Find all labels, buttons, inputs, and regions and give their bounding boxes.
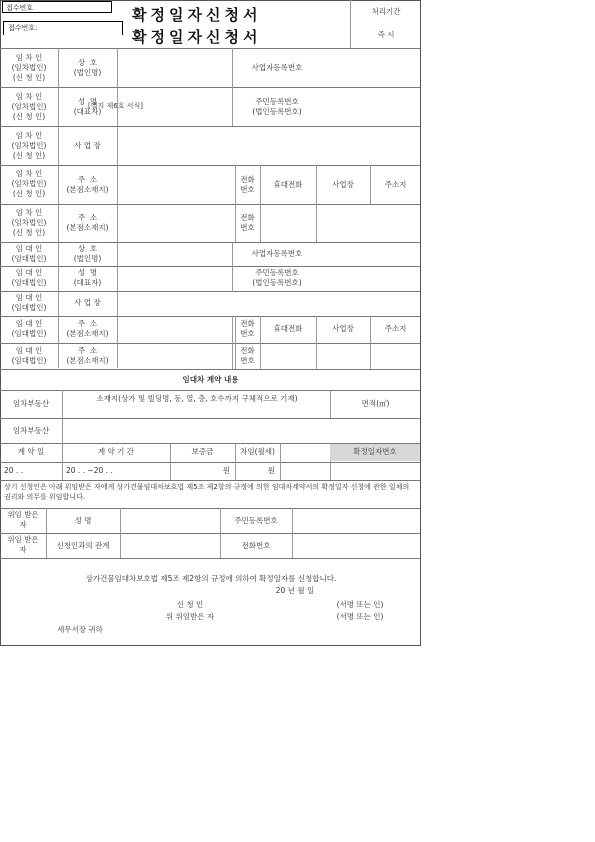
rule — [0, 390, 421, 391]
lessor-mobile-label: 휴대전화 — [273, 324, 303, 333]
lessee-role-label: 임 차 인 (임차법인) (신 청 인) — [11, 208, 47, 237]
lessee-role-label: 임 차 인 (임차법인) (신 청 인) — [11, 131, 47, 160]
lessee-phone-label: 전화 번호 — [240, 175, 255, 194]
lessee-phone-label: 전화 번호 — [240, 213, 255, 232]
rule — [350, 0, 351, 48]
lessor-phone-label: 전화 번호 — [240, 319, 255, 338]
rule — [0, 480, 421, 481]
lessee-biz-reg-label: 사업자등록번호 — [251, 63, 303, 72]
lessor-role-label: 임 대 인 (임대법인) — [11, 346, 47, 365]
rule — [117, 48, 118, 368]
property-label-2: 임차부동산 — [12, 426, 50, 435]
rule — [0, 242, 421, 243]
lessor-role-label: 임 대 인 (임대법인) — [11, 319, 47, 338]
location-label: 소재지(상가 및 빌딩명, 동, 열, 층, 호수까지 구체적으로 기재) — [96, 394, 298, 403]
delegate-resident-no-label: 주민등록번호 — [234, 516, 278, 525]
rule — [0, 369, 421, 370]
lessee-role-label: 임 차 인 (임차법인) (신 청 인) — [11, 92, 47, 121]
rule — [62, 390, 63, 443]
rule — [0, 508, 421, 509]
fixed-date-no-label: 확정일자번호 — [353, 447, 397, 456]
rule — [0, 558, 421, 559]
contract-date-value[interactable]: 20 . . — [4, 466, 24, 475]
applicant-sign: (서명 또는 인) — [336, 600, 384, 609]
property-label: 임차부동산 — [12, 399, 50, 408]
applicant-label: 신 청 인 — [176, 600, 204, 609]
rule — [0, 266, 421, 267]
lessor-role-label: 임 대 인 (임대법인) — [11, 268, 47, 287]
contract-period-value[interactable]: 20 . . ~20 . . — [66, 466, 113, 475]
form-number: [별지 제6호 서식] — [88, 102, 143, 110]
recipient: 세무서장 귀하 — [57, 625, 103, 634]
lessor-phone-label: 전화 번호 — [240, 346, 255, 365]
rule — [120, 508, 121, 558]
rule — [0, 165, 421, 166]
rent-label: 차임(월세) — [240, 447, 275, 456]
application-statement: 상가건물임대차보호법 제5조 제2항의 규정에 의하여 확정일자를 신청합니다. — [85, 574, 337, 583]
delegate-label: 위임 받은 자 — [7, 510, 39, 529]
lessor-role-label: 임 대 인 (임대법인) — [11, 293, 47, 312]
rule — [292, 508, 293, 558]
lessor-trade-name-label: 상 호 (법인명) — [73, 244, 102, 263]
lessor-name-label: 성 명 (대표자) — [73, 268, 102, 287]
rule — [0, 418, 421, 419]
rule — [316, 165, 317, 242]
rule — [232, 316, 233, 369]
lessor-workplace-label: 사 업 장 — [74, 298, 101, 307]
deposit-won: 원 — [222, 466, 230, 475]
lessor-office-label: 사업장 — [332, 324, 354, 333]
lessee-trade-name-label: 상 호 (법인명) — [73, 58, 102, 77]
lessee-role-label: 임 차 인 (임차법인) (신 청 인) — [11, 169, 47, 198]
contract-section-title: 임대차 계약 내용 — [182, 375, 239, 384]
lessor-address-label: 주 소 (본점소재지) — [66, 319, 109, 338]
form-title-duplicate: 확정일자신청서 — [132, 28, 262, 46]
lessee-role-label: 임 차 인 (임차법인) (신 청 인) — [11, 53, 47, 82]
delegate-sign: (서명 또는 인) — [336, 612, 384, 621]
lessee-resident-no-label: 주민등록번호 (법인등록번호) — [252, 97, 302, 116]
delegate-phone-label: 전화번호 — [241, 541, 271, 550]
lessee-name-label: 성 명 (대표자) — [73, 97, 102, 116]
processing-period-value: 즉 시 — [377, 30, 395, 39]
rent-won: 원 — [267, 466, 275, 475]
rule — [280, 443, 281, 480]
rule — [0, 343, 421, 344]
rule — [0, 462, 421, 463]
lessee-workplace-label: 사 업 장 — [74, 141, 101, 150]
delegate-sign-label: 위 위임받은 자 — [165, 612, 215, 621]
deposit-label: 보증금 — [191, 447, 214, 456]
contract-period-label: 계 약 기 간 — [97, 447, 135, 456]
receipt-number-box: 접수번호 — [2, 1, 112, 13]
processing-period-label: 처리기간 — [371, 7, 401, 16]
lessee-home-label: 주소지 — [384, 180, 407, 189]
lessor-address-label: 주 소 (본점소재지) — [66, 346, 109, 365]
rule — [0, 533, 421, 534]
delegate-name-label: 성 명 — [74, 516, 92, 525]
relation-label: 신청인과의 관계 — [56, 541, 110, 550]
area-label: 면적(㎡) — [361, 399, 390, 408]
lessor-biz-reg-label: 사업자등록번호 — [251, 249, 303, 258]
lessee-office-label: 사업장 — [332, 180, 354, 189]
rule — [0, 87, 421, 88]
lessee-address-label: 주 소 (본점소재지) — [66, 175, 109, 194]
lessor-role-label: 임 대 인 (임대법인) — [11, 244, 47, 263]
date-line: 20 년 월 일 — [275, 586, 315, 595]
rule — [260, 165, 261, 242]
delegation-text: 상기 신청인은 아래 위임받은 자에게 상가건물임대차보호법 제5조 제2항의 규정에 의한 임대차계약서의 확정일자 신청에 관한 일체의 권리와 의무를 위임합니다. — [4, 483, 410, 501]
receipt-no-input[interactable]: 접수번호: — [3, 21, 123, 35]
contract-date-label: 계 약 일 — [17, 447, 45, 456]
rule — [0, 316, 421, 317]
lessee-mobile-label: 휴대전화 — [273, 180, 303, 189]
lessor-home-label: 주소지 — [384, 324, 407, 333]
rule — [0, 126, 421, 127]
delegate-label: 위임 받은 자 — [7, 535, 39, 554]
lessor-resident-no-label: 주민등록번호 (법인등록번호) — [252, 268, 302, 287]
rule — [0, 291, 421, 292]
rule — [0, 204, 421, 205]
rule — [0, 48, 421, 49]
lessee-address-label: 주 소 (본점소재지) — [66, 213, 109, 232]
form-title: 확정일자신청서 — [132, 6, 262, 24]
